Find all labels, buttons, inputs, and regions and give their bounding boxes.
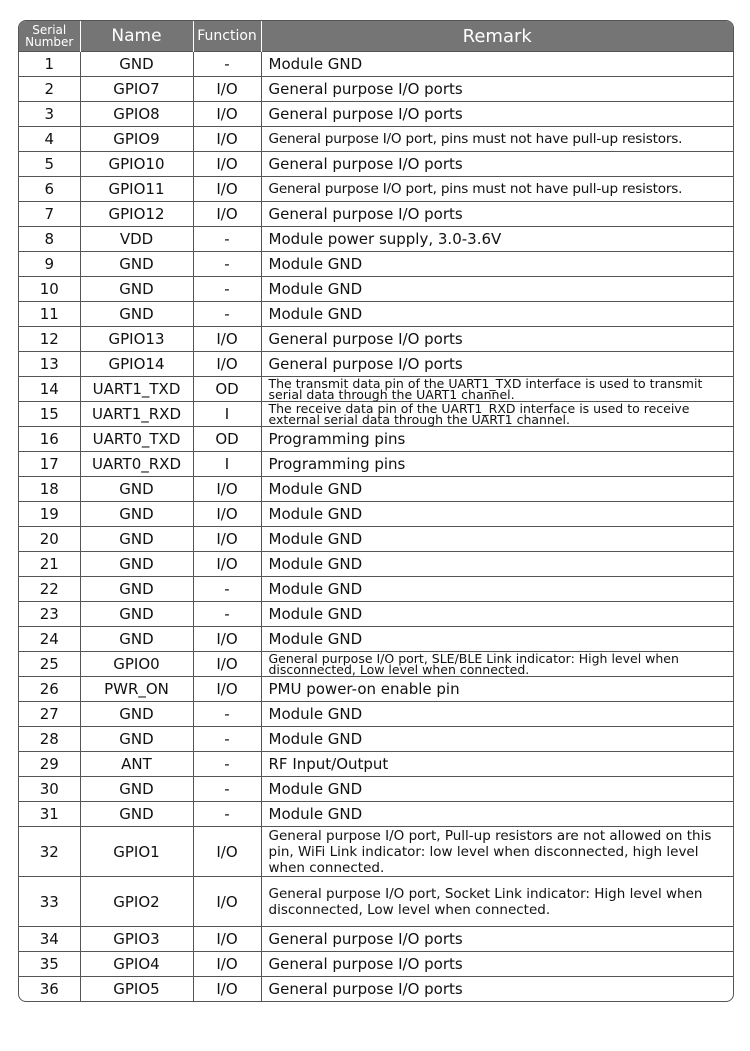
cell-serial-number: 15	[19, 402, 80, 427]
cell-function: OD	[193, 377, 261, 402]
cell-function: I/O	[193, 527, 261, 552]
table-row	[19, 577, 733, 602]
cell-serial-number: 26	[19, 677, 80, 702]
cell-remark: General purpose I/O port, pins must not have pull-up resistors.	[261, 127, 733, 152]
cell-function: I/O	[193, 677, 261, 702]
cell-remark: Module power supply, 3.0-3.6V	[261, 227, 733, 252]
cell-name: GND	[80, 277, 193, 302]
cell-serial-number: 9	[19, 252, 80, 277]
cell-function: -	[193, 302, 261, 327]
cell-remark: Module GND	[261, 577, 733, 602]
table-row	[19, 77, 733, 102]
cell-serial-number: 6	[19, 177, 80, 202]
cell-serial-number: 31	[19, 802, 80, 827]
cell-function: I/O	[193, 152, 261, 177]
cell-serial-number: 5	[19, 152, 80, 177]
cell-function: -	[193, 752, 261, 777]
cell-function: I/O	[193, 502, 261, 527]
cell-serial-number: 21	[19, 552, 80, 577]
cell-function: -	[193, 702, 261, 727]
cell-remark: Programming pins	[261, 427, 733, 452]
cell-name: GPIO9	[80, 127, 193, 152]
header-serial-line1: Serial	[32, 23, 67, 37]
cell-remark: Module GND	[261, 477, 733, 502]
cell-remark: The receive data pin of the UART1_RXD interface is used to receive external serial data through the UART1 channel.	[261, 402, 733, 427]
cell-name: GPIO13	[80, 327, 193, 352]
cell-name: GND	[80, 702, 193, 727]
cell-serial-number: 2	[19, 77, 80, 102]
cell-remark: Module GND	[261, 552, 733, 577]
table-row	[19, 527, 733, 552]
cell-remark: General purpose I/O port, Socket Link indicator: High level when disconnected, Low level when connected.	[261, 877, 733, 927]
table-row	[19, 277, 733, 302]
cell-remark: Module GND	[261, 702, 733, 727]
table-row	[19, 977, 733, 1002]
table-row	[19, 177, 733, 202]
table-row	[19, 752, 733, 777]
table-row	[19, 252, 733, 277]
cell-remark: PMU power-on enable pin	[261, 677, 733, 702]
cell-serial-number: 33	[19, 877, 80, 927]
cell-name: PWR_ON	[80, 677, 193, 702]
pin-table-container	[18, 20, 734, 1002]
cell-remark: Programming pins	[261, 452, 733, 477]
table-row	[19, 402, 733, 427]
cell-remark: General purpose I/O ports	[261, 202, 733, 227]
cell-function: I/O	[193, 827, 261, 877]
table-row	[19, 777, 733, 802]
cell-name: GPIO2	[80, 877, 193, 927]
table-row	[19, 52, 733, 77]
table-row	[19, 127, 733, 152]
cell-serial-number: 17	[19, 452, 80, 477]
cell-name: GND	[80, 802, 193, 827]
cell-serial-number: 14	[19, 377, 80, 402]
table-row	[19, 327, 733, 352]
cell-serial-number: 24	[19, 627, 80, 652]
table-row	[19, 827, 733, 877]
header-remark: Remark	[261, 21, 733, 52]
cell-function: I/O	[193, 927, 261, 952]
table-row	[19, 677, 733, 702]
cell-serial-number: 20	[19, 527, 80, 552]
cell-serial-number: 8	[19, 227, 80, 252]
table-row	[19, 802, 733, 827]
cell-name: GPIO14	[80, 352, 193, 377]
cell-function: OD	[193, 427, 261, 452]
cell-function: -	[193, 252, 261, 277]
cell-function: -	[193, 602, 261, 627]
cell-name: GPIO5	[80, 977, 193, 1002]
cell-name: GND	[80, 477, 193, 502]
cell-function: I/O	[193, 977, 261, 1002]
cell-name: GPIO3	[80, 927, 193, 952]
cell-serial-number: 18	[19, 477, 80, 502]
cell-name: GPIO11	[80, 177, 193, 202]
table-row	[19, 552, 733, 577]
cell-function: I	[193, 452, 261, 477]
cell-serial-number: 11	[19, 302, 80, 327]
cell-name: GND	[80, 727, 193, 752]
cell-serial-number: 36	[19, 977, 80, 1002]
table-header	[19, 21, 733, 52]
cell-remark: The transmit data pin of the UART1_TXD interface is used to transmit serial data through the UART1 channel.	[261, 377, 733, 402]
cell-name: GPIO0	[80, 652, 193, 677]
cell-function: -	[193, 727, 261, 752]
table-row	[19, 152, 733, 177]
cell-remark: General purpose I/O ports	[261, 102, 733, 127]
cell-function: -	[193, 802, 261, 827]
cell-name: GND	[80, 527, 193, 552]
cell-remark: General purpose I/O ports	[261, 152, 733, 177]
cell-name: GPIO10	[80, 152, 193, 177]
table-row	[19, 727, 733, 752]
cell-remark: General purpose I/O ports	[261, 327, 733, 352]
cell-function: I/O	[193, 77, 261, 102]
table-row	[19, 927, 733, 952]
pin-definition-table	[19, 21, 733, 1001]
cell-name: GND	[80, 602, 193, 627]
cell-serial-number: 3	[19, 102, 80, 127]
cell-remark: RF Input/Output	[261, 752, 733, 777]
cell-serial-number: 22	[19, 577, 80, 602]
cell-name: VDD	[80, 227, 193, 252]
cell-name: GND	[80, 577, 193, 602]
cell-remark: Module GND	[261, 627, 733, 652]
cell-name: GPIO12	[80, 202, 193, 227]
cell-serial-number: 28	[19, 727, 80, 752]
cell-remark: General purpose I/O ports	[261, 927, 733, 952]
cell-serial-number: 12	[19, 327, 80, 352]
cell-serial-number: 1	[19, 52, 80, 77]
table-row	[19, 502, 733, 527]
cell-serial-number: 30	[19, 777, 80, 802]
cell-name: GPIO7	[80, 77, 193, 102]
cell-function: I/O	[193, 202, 261, 227]
cell-function: I/O	[193, 627, 261, 652]
cell-remark: General purpose I/O port, Pull-up resistors are not allowed on this pin, WiFi Link indicator: low level when disconnected, high level when connected.	[261, 827, 733, 877]
cell-remark: Module GND	[261, 302, 733, 327]
cell-remark: General purpose I/O ports	[261, 77, 733, 102]
cell-serial-number: 25	[19, 652, 80, 677]
table-row	[19, 377, 733, 402]
cell-function: I/O	[193, 102, 261, 127]
table-row	[19, 877, 733, 927]
table-row	[19, 202, 733, 227]
cell-serial-number: 13	[19, 352, 80, 377]
cell-serial-number: 32	[19, 827, 80, 877]
header-serial-line2: Number	[25, 35, 74, 49]
cell-name: UART1_TXD	[80, 377, 193, 402]
header-name: Name	[80, 21, 193, 52]
cell-function: I/O	[193, 877, 261, 927]
cell-name: GND	[80, 552, 193, 577]
table-row	[19, 952, 733, 977]
table-row	[19, 352, 733, 377]
cell-remark: Module GND	[261, 252, 733, 277]
cell-name: GND	[80, 252, 193, 277]
cell-remark: Module GND	[261, 802, 733, 827]
cell-function: I/O	[193, 552, 261, 577]
cell-remark: Module GND	[261, 527, 733, 552]
cell-serial-number: 29	[19, 752, 80, 777]
table-row	[19, 227, 733, 252]
cell-remark: Module GND	[261, 777, 733, 802]
table-row	[19, 602, 733, 627]
cell-name: GND	[80, 52, 193, 77]
cell-name: GND	[80, 627, 193, 652]
cell-name: GND	[80, 502, 193, 527]
cell-name: UART0_RXD	[80, 452, 193, 477]
table-row	[19, 702, 733, 727]
table-row	[19, 477, 733, 502]
cell-remark: General purpose I/O port, pins must not have pull-up resistors.	[261, 177, 733, 202]
table-row	[19, 452, 733, 477]
cell-remark: Module GND	[261, 727, 733, 752]
cell-function: I	[193, 402, 261, 427]
cell-name: GPIO4	[80, 952, 193, 977]
cell-function: I/O	[193, 327, 261, 352]
cell-serial-number: 23	[19, 602, 80, 627]
cell-name: GPIO8	[80, 102, 193, 127]
cell-function: I/O	[193, 352, 261, 377]
header-serial-number	[19, 21, 80, 52]
cell-serial-number: 16	[19, 427, 80, 452]
header-function: Function	[193, 21, 261, 52]
cell-serial-number: 27	[19, 702, 80, 727]
cell-function: I/O	[193, 177, 261, 202]
cell-function: I/O	[193, 127, 261, 152]
cell-remark: Module GND	[261, 502, 733, 527]
cell-name: UART1_RXD	[80, 402, 193, 427]
header-row	[19, 21, 733, 52]
cell-remark: Module GND	[261, 52, 733, 77]
table-row	[19, 302, 733, 327]
cell-remark: General purpose I/O ports	[261, 952, 733, 977]
cell-serial-number: 34	[19, 927, 80, 952]
cell-remark: General purpose I/O ports	[261, 352, 733, 377]
cell-function: I/O	[193, 652, 261, 677]
cell-function: I/O	[193, 952, 261, 977]
cell-function: I/O	[193, 477, 261, 502]
cell-serial-number: 19	[19, 502, 80, 527]
cell-remark: Module GND	[261, 602, 733, 627]
cell-function: -	[193, 777, 261, 802]
table-row	[19, 652, 733, 677]
cell-name: GND	[80, 777, 193, 802]
table-row	[19, 102, 733, 127]
cell-serial-number: 4	[19, 127, 80, 152]
cell-function: -	[193, 227, 261, 252]
cell-serial-number: 10	[19, 277, 80, 302]
cell-function: -	[193, 52, 261, 77]
cell-remark: General purpose I/O port, SLE/BLE Link indicator: High level when disconnected, Low level when connected.	[261, 652, 733, 677]
cell-function: -	[193, 577, 261, 602]
cell-remark: Module GND	[261, 277, 733, 302]
cell-name: GND	[80, 302, 193, 327]
cell-function: -	[193, 277, 261, 302]
table-row	[19, 627, 733, 652]
cell-name: UART0_TXD	[80, 427, 193, 452]
cell-serial-number: 7	[19, 202, 80, 227]
table-row	[19, 427, 733, 452]
cell-name: GPIO1	[80, 827, 193, 877]
cell-name: ANT	[80, 752, 193, 777]
table-body	[19, 52, 733, 1002]
cell-remark: General purpose I/O ports	[261, 977, 733, 1002]
cell-serial-number: 35	[19, 952, 80, 977]
